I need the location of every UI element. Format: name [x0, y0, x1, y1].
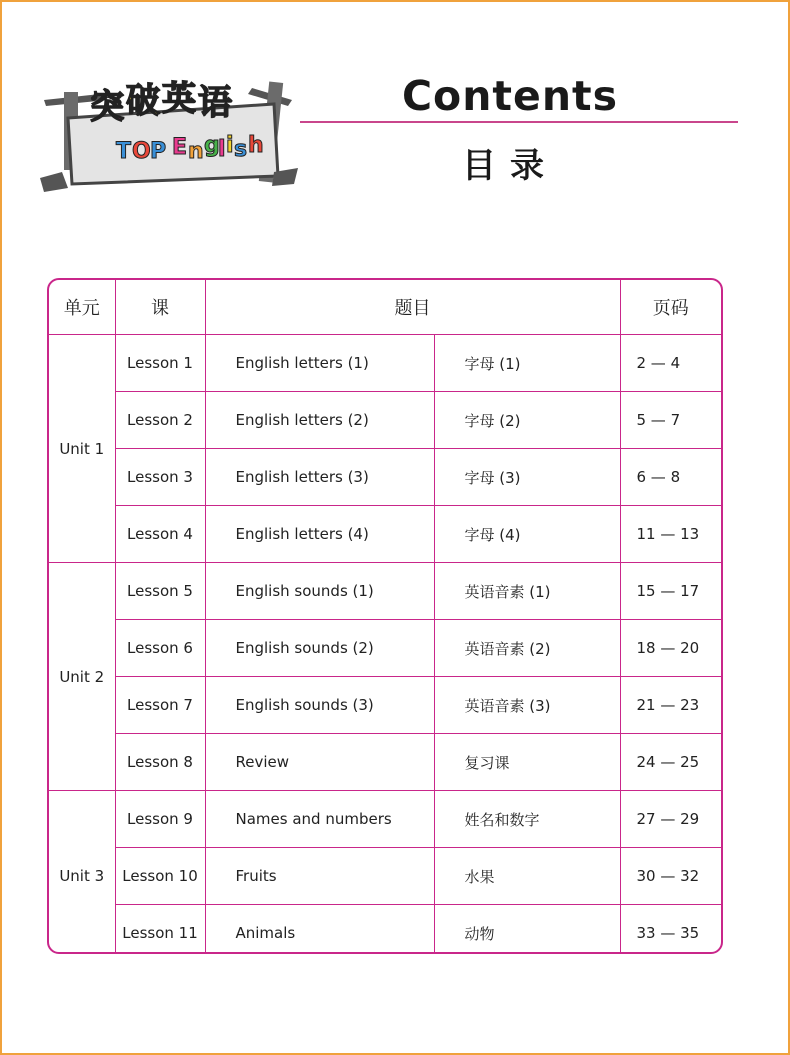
svg-text:g: g	[204, 133, 220, 158]
svg-text:语: 语	[198, 83, 232, 123]
table-row	[49, 563, 721, 620]
pages-cell: 21 — 23	[620, 677, 721, 734]
svg-text:l: l	[218, 137, 226, 162]
table-row	[49, 791, 721, 848]
contents-table	[47, 278, 723, 954]
lesson-cell: Lesson 3	[115, 449, 205, 506]
svg-text:破: 破	[126, 81, 160, 121]
lesson-cell: Lesson 8	[115, 734, 205, 791]
pages-cell: 30 — 32	[620, 848, 721, 905]
table-row	[49, 620, 721, 677]
lesson-cell: Lesson 1	[115, 335, 205, 392]
topic-en-cell: Review	[205, 734, 434, 791]
svg-text:O: O	[132, 139, 151, 164]
lesson-cell: Lesson 5	[115, 563, 205, 620]
unit-cell: Unit 3	[49, 791, 115, 955]
svg-text:T: T	[116, 139, 132, 164]
table-header-row	[49, 280, 721, 335]
svg-text:英: 英	[162, 79, 196, 119]
header-lesson: 课	[115, 280, 205, 335]
topic-zh-cell: 字母 (2)	[434, 392, 620, 449]
topic-en-cell: English sounds (2)	[205, 620, 434, 677]
pages-cell: 18 — 20	[620, 620, 721, 677]
pages-cell: 15 — 17	[620, 563, 721, 620]
topic-zh-cell: 字母 (3)	[434, 449, 620, 506]
svg-text:i: i	[226, 133, 234, 158]
svg-text:突: 突	[90, 87, 124, 127]
pages-cell: 6 — 8	[620, 449, 721, 506]
topic-en-cell: English sounds (3)	[205, 677, 434, 734]
topic-en-cell: English sounds (1)	[205, 563, 434, 620]
header-topic: 题目	[205, 280, 620, 335]
table-row	[49, 506, 721, 563]
pages-cell: 33 — 35	[620, 905, 721, 955]
pages-cell: 24 — 25	[620, 734, 721, 791]
topic-zh-cell: 字母 (4)	[434, 506, 620, 563]
table-row	[49, 905, 721, 955]
topic-en-cell: English letters (3)	[205, 449, 434, 506]
pages-cell: 5 — 7	[620, 392, 721, 449]
topic-en-cell: English letters (1)	[205, 335, 434, 392]
lesson-cell: Lesson 9	[115, 791, 205, 848]
page-title: Contents	[401, 72, 619, 120]
topic-en-cell: Animals	[205, 905, 434, 955]
topic-zh-cell: 水果	[434, 848, 620, 905]
unit-cell: Unit 1	[49, 335, 115, 563]
title-rule	[300, 121, 738, 123]
svg-text:E: E	[172, 135, 188, 160]
topic-en-cell: Fruits	[205, 848, 434, 905]
lesson-cell: Lesson 2	[115, 392, 205, 449]
svg-text:P: P	[150, 139, 167, 164]
header-unit: 单元	[49, 280, 115, 335]
topic-zh-cell: 复习课	[434, 734, 620, 791]
header-pages: 页码	[620, 280, 721, 335]
pages-cell: 11 — 13	[620, 506, 721, 563]
unit-cell: Unit 2	[49, 563, 115, 791]
lesson-cell: Lesson 10	[115, 848, 205, 905]
topic-zh-cell: 字母 (1)	[434, 335, 620, 392]
topic-zh-cell: 英语音素 (2)	[434, 620, 620, 677]
lesson-cell: Lesson 7	[115, 677, 205, 734]
topic-en-cell: English letters (4)	[205, 506, 434, 563]
topic-en-cell: English letters (2)	[205, 392, 434, 449]
topic-zh-cell: 英语音素 (1)	[434, 563, 620, 620]
svg-text:s: s	[234, 137, 248, 162]
topic-zh-cell: 动物	[434, 905, 620, 955]
page-subtitle: 目录	[462, 146, 558, 186]
lesson-cell: Lesson 6	[115, 620, 205, 677]
top-english-logo	[38, 60, 300, 200]
lesson-cell: Lesson 11	[115, 905, 205, 955]
table-row	[49, 392, 721, 449]
table-row	[49, 449, 721, 506]
topic-zh-cell: 姓名和数字	[434, 791, 620, 848]
pages-cell: 27 — 29	[620, 791, 721, 848]
table-row	[49, 734, 721, 791]
table-row	[49, 335, 721, 392]
svg-text:h: h	[248, 133, 264, 158]
topic-en-cell: Names and numbers	[205, 791, 434, 848]
pages-cell: 2 — 4	[620, 335, 721, 392]
svg-text:n: n	[188, 139, 204, 164]
lesson-cell: Lesson 4	[115, 506, 205, 563]
topic-zh-cell: 英语音素 (3)	[434, 677, 620, 734]
table-row	[49, 677, 721, 734]
table-row	[49, 848, 721, 905]
